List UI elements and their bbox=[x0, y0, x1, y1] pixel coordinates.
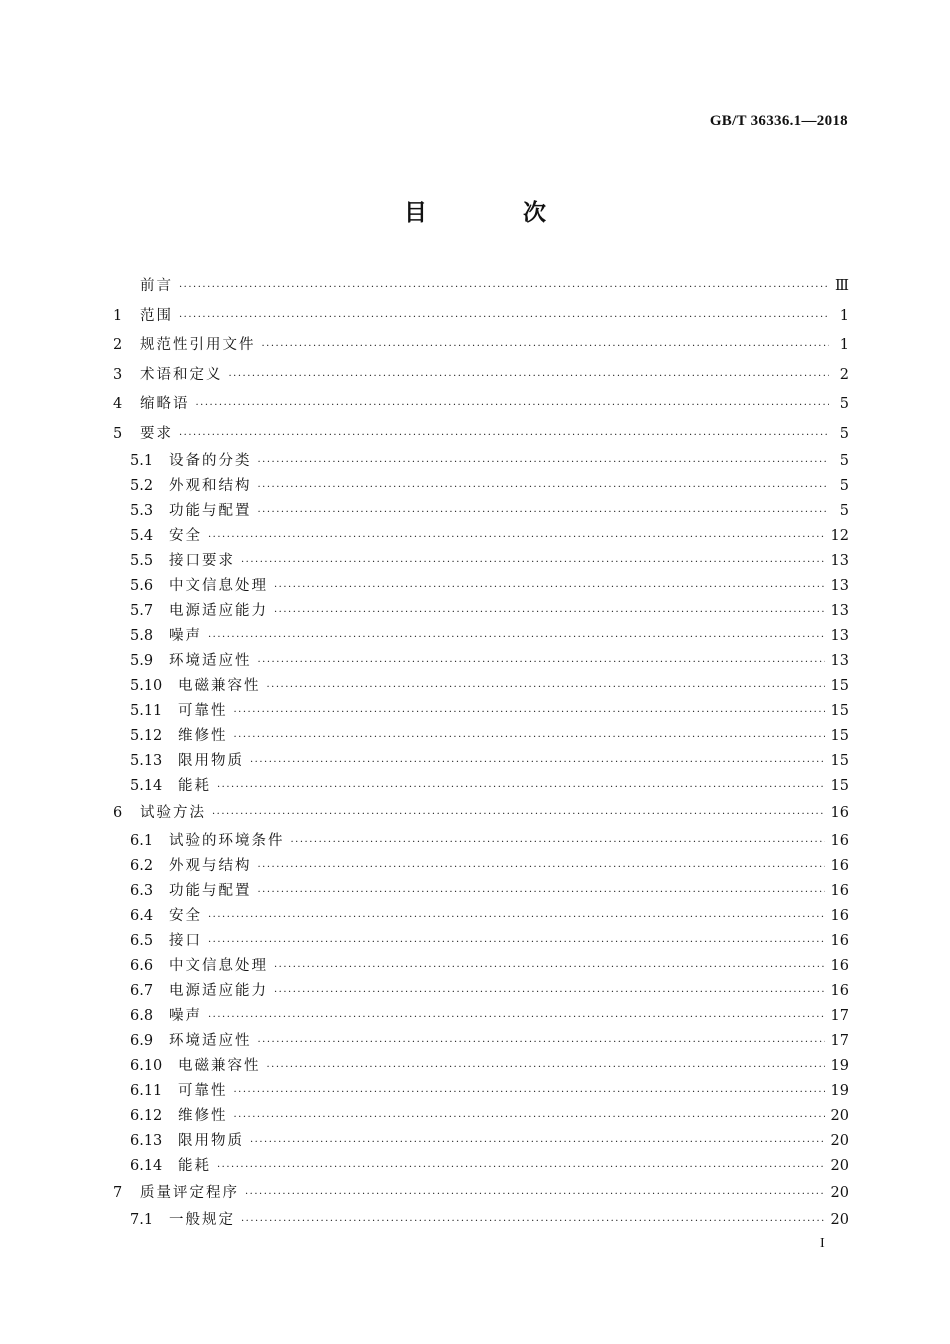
dot-leader bbox=[208, 1005, 825, 1030]
toc-entry-number: 2 bbox=[113, 337, 123, 353]
dot-leader bbox=[179, 421, 829, 451]
toc-entry-page: 13 bbox=[830, 553, 849, 569]
dot-leader bbox=[234, 700, 825, 725]
toc-entry-label: 试验的环境条件 bbox=[169, 832, 285, 849]
toc-entry-label: 功能与配置 bbox=[169, 503, 252, 519]
dot-leader bbox=[208, 905, 825, 930]
page-number: I bbox=[820, 1236, 825, 1251]
dot-leader bbox=[217, 775, 825, 800]
dot-leader bbox=[258, 1030, 825, 1055]
toc-entry-label: 可靠性 bbox=[178, 1082, 228, 1099]
toc-entry-number: 5.5 bbox=[130, 553, 154, 569]
toc-entry-page: 13 bbox=[830, 578, 849, 594]
toc-entry-page: 20 bbox=[830, 1107, 849, 1124]
toc-entry[interactable] bbox=[113, 302, 849, 332]
toc-entry-number: 5.4 bbox=[130, 528, 154, 544]
toc-entry-label: 中文信息处理 bbox=[169, 578, 268, 594]
dot-leader bbox=[258, 450, 830, 475]
toc-entry[interactable] bbox=[113, 474, 849, 499]
toc-entry-label: 电源适应能力 bbox=[169, 982, 268, 999]
toc-entry-label: 范围 bbox=[140, 307, 173, 324]
toc-entry-page: 16 bbox=[830, 957, 849, 974]
dot-leader bbox=[241, 550, 825, 575]
toc-entry[interactable] bbox=[113, 929, 849, 954]
toc-entry[interactable] bbox=[113, 624, 849, 649]
dot-leader bbox=[291, 830, 825, 855]
dot-leader bbox=[196, 391, 830, 421]
dot-leader bbox=[208, 930, 825, 955]
toc-entry-page: 16 bbox=[830, 882, 849, 899]
toc-entry-page: 20 bbox=[830, 1157, 849, 1174]
toc-entry[interactable] bbox=[113, 699, 849, 724]
toc-entry-page: 19 bbox=[830, 1082, 849, 1099]
toc-entry-label: 接口 bbox=[169, 932, 202, 949]
toc-entry-number: 6.7 bbox=[130, 982, 154, 999]
toc-entry[interactable] bbox=[113, 649, 849, 674]
toc-entry-number: 6.6 bbox=[130, 957, 154, 974]
toc-entry-label: 环境适应性 bbox=[169, 1032, 252, 1049]
dot-leader bbox=[250, 750, 825, 775]
dot-leader bbox=[234, 1080, 825, 1105]
toc-entry-label: 设备的分类 bbox=[169, 453, 252, 469]
toc-entry-number: 7 bbox=[113, 1184, 123, 1201]
toc-entry-number: 5.13 bbox=[130, 753, 163, 769]
toc-entry-number: 5.12 bbox=[130, 728, 163, 744]
toc-entry-page: 16 bbox=[830, 857, 849, 874]
toc-entry-page: 20 bbox=[830, 1132, 849, 1149]
toc-entry-number: 6.2 bbox=[130, 857, 154, 874]
dot-leader bbox=[179, 273, 829, 303]
toc-entry-page: 20 bbox=[830, 1212, 849, 1228]
toc-entry-label: 维修性 bbox=[178, 728, 228, 744]
toc-entry-label: 能耗 bbox=[178, 1157, 211, 1174]
toc-entry-page: 13 bbox=[830, 653, 849, 669]
toc-entry-page: 16 bbox=[830, 907, 849, 924]
dot-leader bbox=[241, 1209, 825, 1234]
toc-entry-page: 12 bbox=[830, 528, 849, 544]
toc-entry[interactable] bbox=[113, 829, 849, 854]
page-title: 目 次 bbox=[403, 199, 590, 226]
toc-entry-page: 19 bbox=[830, 1057, 849, 1074]
toc-entry-label: 电磁兼容性 bbox=[178, 678, 261, 694]
dot-leader bbox=[258, 475, 830, 500]
toc-entry-page: 13 bbox=[830, 603, 849, 619]
toc-entry[interactable] bbox=[113, 799, 849, 829]
toc-entry-number: 6.12 bbox=[130, 1107, 163, 1124]
dot-leader bbox=[229, 362, 830, 392]
toc-entry[interactable] bbox=[113, 1004, 849, 1029]
dot-leader bbox=[262, 332, 830, 362]
toc-entry[interactable] bbox=[113, 674, 849, 699]
dot-leader bbox=[234, 725, 825, 750]
dot-leader bbox=[258, 880, 825, 905]
dot-leader bbox=[208, 525, 825, 550]
toc-entry-number: 6.8 bbox=[130, 1007, 154, 1024]
toc-entry-label: 功能与配置 bbox=[169, 882, 252, 899]
toc-entry-page: 20 bbox=[830, 1184, 849, 1201]
toc-entry-label: 接口要求 bbox=[169, 553, 235, 569]
toc-entry[interactable] bbox=[113, 1104, 849, 1129]
toc-entry-label: 电磁兼容性 bbox=[178, 1057, 261, 1074]
dot-leader bbox=[217, 1155, 825, 1180]
table-of-contents bbox=[113, 272, 849, 1233]
toc-entry[interactable] bbox=[113, 1154, 849, 1179]
toc-entry-number: 5 bbox=[113, 425, 123, 442]
toc-entry[interactable] bbox=[113, 724, 849, 749]
toc-entry-page: 5 bbox=[839, 396, 849, 412]
toc-entry-number: 5.2 bbox=[130, 478, 154, 494]
toc-entry-page: Ⅲ bbox=[835, 278, 849, 294]
toc-entry-number: 5.8 bbox=[130, 628, 154, 644]
toc-entry-number: 6.5 bbox=[130, 932, 154, 949]
toc-entry[interactable] bbox=[113, 1129, 849, 1154]
toc-entry-page: 15 bbox=[830, 678, 849, 694]
toc-entry[interactable] bbox=[113, 499, 849, 524]
toc-entry-label: 安全 bbox=[169, 528, 202, 544]
dot-leader bbox=[274, 955, 825, 980]
toc-entry[interactable] bbox=[113, 1079, 849, 1104]
dot-leader bbox=[212, 800, 825, 830]
toc-entry-number: 5.3 bbox=[130, 503, 154, 519]
toc-entry[interactable] bbox=[113, 331, 849, 361]
toc-entry-label: 环境适应性 bbox=[169, 653, 252, 669]
toc-entry-page: 1 bbox=[839, 307, 849, 324]
toc-entry-label: 缩略语 bbox=[140, 396, 190, 412]
toc-entry[interactable] bbox=[113, 904, 849, 929]
toc-entry-label: 噪声 bbox=[169, 628, 202, 644]
toc-entry-page: 5 bbox=[839, 453, 849, 469]
toc-entry-page: 5 bbox=[839, 478, 849, 494]
toc-entry-label: 能耗 bbox=[178, 778, 211, 794]
toc-entry-number: 5.14 bbox=[130, 778, 163, 794]
toc-entry-page: 16 bbox=[830, 805, 849, 821]
toc-entry-number: 5.9 bbox=[130, 653, 154, 669]
standard-code: GB/T 36336.1—2018 bbox=[709, 113, 848, 129]
dot-leader bbox=[274, 600, 825, 625]
toc-entry-label: 质量评定程序 bbox=[140, 1184, 239, 1201]
toc-entry-page: 15 bbox=[830, 728, 849, 744]
toc-entry-label: 噪声 bbox=[169, 1007, 202, 1024]
toc-entry-page: 15 bbox=[830, 753, 849, 769]
toc-entry-number: 6 bbox=[113, 805, 123, 821]
toc-entry-label: 前言 bbox=[140, 278, 173, 294]
toc-entry-label: 要求 bbox=[140, 425, 173, 442]
toc-entry[interactable] bbox=[113, 524, 849, 549]
toc-entry-label: 可靠性 bbox=[178, 703, 228, 719]
toc-entry-label: 一般规定 bbox=[169, 1212, 235, 1228]
toc-entry[interactable] bbox=[113, 879, 849, 904]
toc-entry-number: 6.4 bbox=[130, 907, 154, 924]
toc-entry-page: 16 bbox=[830, 932, 849, 949]
dot-leader bbox=[179, 303, 829, 333]
toc-entry-number: 6.11 bbox=[130, 1082, 163, 1099]
toc-entry-label: 外观与结构 bbox=[169, 857, 252, 874]
dot-leader bbox=[250, 1130, 825, 1155]
toc-entry[interactable] bbox=[113, 1208, 849, 1233]
toc-entry-number: 5.11 bbox=[130, 703, 163, 719]
toc-entry-number: 6.1 bbox=[130, 832, 154, 849]
toc-entry-label: 术语和定义 bbox=[140, 366, 223, 383]
toc-entry[interactable] bbox=[113, 854, 849, 879]
toc-entry[interactable] bbox=[113, 361, 849, 391]
toc-entry-label: 限用物质 bbox=[178, 753, 244, 769]
dot-leader bbox=[208, 625, 825, 650]
dot-leader bbox=[274, 980, 825, 1005]
dot-leader bbox=[274, 575, 825, 600]
toc-entry[interactable] bbox=[113, 774, 849, 799]
toc-entry[interactable] bbox=[113, 1179, 849, 1209]
toc-entry-number: 5.7 bbox=[130, 603, 154, 619]
toc-entry-page: 15 bbox=[830, 703, 849, 719]
toc-entry[interactable] bbox=[113, 954, 849, 979]
toc-entry[interactable] bbox=[113, 449, 849, 474]
dot-leader bbox=[258, 500, 830, 525]
toc-entry-label: 电源适应能力 bbox=[169, 603, 268, 619]
toc-entry-label: 限用物质 bbox=[178, 1132, 244, 1149]
toc-entry-page: 16 bbox=[830, 832, 849, 849]
toc-entry-number: 6.9 bbox=[130, 1032, 154, 1049]
dot-leader bbox=[267, 1055, 825, 1080]
toc-entry[interactable] bbox=[113, 390, 849, 420]
toc-entry-label: 规范性引用文件 bbox=[140, 337, 256, 353]
toc-entry[interactable] bbox=[113, 549, 849, 574]
toc-entry-page: 16 bbox=[830, 982, 849, 999]
toc-entry-page: 17 bbox=[830, 1032, 849, 1049]
toc-entry-number: 7.1 bbox=[130, 1212, 154, 1228]
toc-entry-number: 1 bbox=[113, 307, 123, 324]
dot-leader bbox=[267, 675, 825, 700]
toc-entry-number: 6.3 bbox=[130, 882, 154, 899]
toc-entry[interactable] bbox=[113, 1029, 849, 1054]
toc-entry[interactable] bbox=[113, 599, 849, 624]
toc-entry-page: 1 bbox=[839, 337, 849, 353]
toc-entry-label: 中文信息处理 bbox=[169, 957, 268, 974]
toc-entry[interactable] bbox=[113, 420, 849, 450]
dot-leader bbox=[258, 650, 825, 675]
toc-entry[interactable] bbox=[113, 574, 849, 599]
dot-leader bbox=[258, 855, 825, 880]
toc-entry-number: 6.13 bbox=[130, 1132, 163, 1149]
toc-entry-number: 5.10 bbox=[130, 678, 163, 694]
toc-entry-number: 6.14 bbox=[130, 1157, 163, 1174]
toc-entry-page: 2 bbox=[839, 366, 849, 383]
dot-leader bbox=[234, 1105, 825, 1130]
toc-entry[interactable] bbox=[113, 1054, 849, 1079]
toc-entry-label: 试验方法 bbox=[140, 805, 206, 821]
toc-entry-page: 5 bbox=[839, 425, 849, 442]
toc-entry-page: 17 bbox=[830, 1007, 849, 1024]
toc-entry-page: 15 bbox=[830, 778, 849, 794]
toc-entry-number: 6.10 bbox=[130, 1057, 163, 1074]
toc-entry[interactable] bbox=[113, 749, 849, 774]
toc-entry-label: 安全 bbox=[169, 907, 202, 924]
toc-entry[interactable] bbox=[113, 272, 849, 302]
toc-entry-page: 13 bbox=[830, 628, 849, 644]
toc-entry-number: 4 bbox=[113, 396, 123, 412]
toc-entry[interactable] bbox=[113, 979, 849, 1004]
toc-entry-number: 5.6 bbox=[130, 578, 154, 594]
dot-leader bbox=[245, 1180, 825, 1210]
toc-entry-number: 5.1 bbox=[130, 453, 154, 469]
toc-entry-label: 外观和结构 bbox=[169, 478, 252, 494]
toc-entry-number: 3 bbox=[113, 366, 123, 383]
toc-entry-label: 维修性 bbox=[178, 1107, 228, 1124]
toc-entry-page: 5 bbox=[839, 503, 849, 519]
